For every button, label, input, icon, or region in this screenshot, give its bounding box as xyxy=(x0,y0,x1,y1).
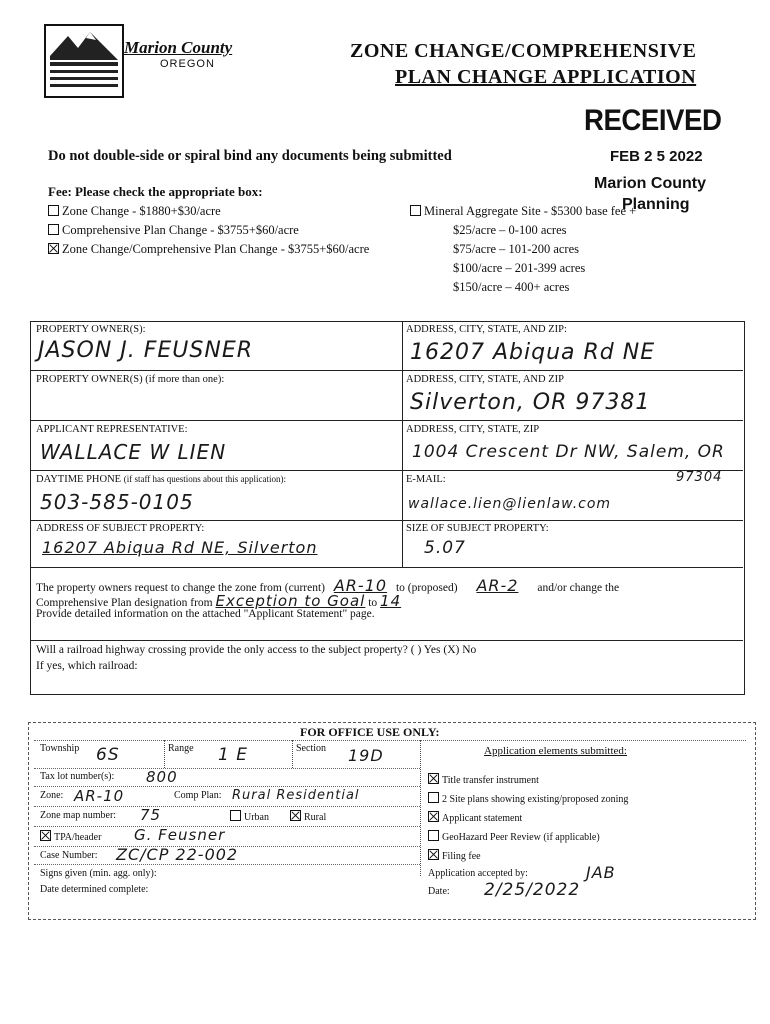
fee-option-zone xyxy=(48,204,221,219)
fee-heading: Fee: Please check the appropriate box: xyxy=(48,184,263,199)
phone-note: (if staff has questions about this application): xyxy=(123,474,287,484)
state-name: OREGON xyxy=(160,58,215,70)
owner-label: PROPERTY OWNER(S): xyxy=(36,324,146,335)
owner2-address-field[interactable]: Silverton, OR 97381 xyxy=(410,390,651,415)
email-field[interactable]: wallace.lien@lienlaw.com xyxy=(408,496,612,512)
taxlot-label: Tax lot number(s): xyxy=(40,771,115,782)
railroad-question: Will a railroad highway crossing provide the only access to the subject property? ( ) Yes (X) No xyxy=(36,644,477,656)
fee-option-comp xyxy=(48,223,299,238)
fee-option-label: Zone Change/Comprehensive Plan Change - $3755+$60/acre xyxy=(62,242,370,256)
element-item[interactable] xyxy=(428,811,522,824)
case-number-field[interactable]: ZC/CP 22-002 xyxy=(116,845,239,864)
mineral-rate: $150/acre – 400+ acres xyxy=(453,280,570,294)
accepted-by-label: Application accepted by: xyxy=(428,868,528,879)
rural-option[interactable] xyxy=(290,810,326,823)
tpa-label-text: TPA/header xyxy=(54,832,102,843)
checkbox-icon xyxy=(48,224,59,235)
checkbox-icon xyxy=(428,830,439,841)
rep-label: APPLICANT REPRESENTATIVE: xyxy=(36,424,188,435)
phone-label xyxy=(36,474,286,485)
fee-option-both xyxy=(48,242,369,257)
taxlot-field[interactable]: 800 xyxy=(146,768,178,786)
subject-address-field[interactable]: 16207 Abiqua Rd NE, Silverton xyxy=(42,538,318,557)
rural-label: Rural xyxy=(304,812,327,823)
checkbox-icon xyxy=(48,205,59,216)
checkbox-icon xyxy=(230,810,241,821)
checked-box-icon xyxy=(40,830,51,841)
zone-current-field[interactable]: AR-10 xyxy=(333,576,388,595)
date-label: Date: xyxy=(428,886,450,897)
railroad-which: If yes, which railroad: xyxy=(36,660,138,672)
checked-box-icon xyxy=(428,849,439,860)
office-use-heading: FOR OFFICE USE ONLY: xyxy=(300,725,440,739)
owner-address-field[interactable]: 16207 Abiqua Rd NE xyxy=(410,340,656,365)
urban-label: Urban xyxy=(244,812,269,823)
section-field[interactable]: 19D xyxy=(348,746,384,765)
stamp-county: Marion County xyxy=(594,175,706,192)
mineral-rate: $100/acre – 201-399 acres xyxy=(453,261,586,275)
zone-label: Zone: xyxy=(40,790,64,801)
phone-field[interactable]: 503-585-0105 xyxy=(40,490,194,514)
date-field[interactable]: 2/25/2022 xyxy=(484,880,581,900)
case-number-label: Case Number: xyxy=(40,850,98,861)
date-complete-label: Date determined complete: xyxy=(40,884,149,895)
mineral-rate: $25/acre – 0-100 acres xyxy=(453,223,567,237)
checked-box-icon xyxy=(48,243,59,254)
county-logo xyxy=(44,24,124,98)
owner-field[interactable]: JASON J. FEUSNER xyxy=(38,338,254,363)
request-text: to (proposed) xyxy=(395,582,458,594)
elements-heading: Application elements submitted: xyxy=(484,745,627,757)
form-title-line2: PLAN CHANGE APPLICATION xyxy=(395,66,697,88)
urban-option[interactable] xyxy=(230,810,269,823)
range-field[interactable]: 1 E xyxy=(218,745,248,765)
form-title-line1: ZONE CHANGE/COMPREHENSIVE xyxy=(350,40,697,62)
received-stamp: RECEIVED xyxy=(584,104,722,137)
request-text: The property owners request to change the zone from (current) xyxy=(36,582,325,594)
mineral-rate: $75/acre – 101-200 acres xyxy=(453,242,579,256)
fee-option-label: Mineral Aggregate Site - $5300 base fee + xyxy=(424,204,637,218)
owner-address-label: ADDRESS, CITY, STATE, AND ZIP: xyxy=(406,324,567,335)
signs-label: Signs given (min. agg. only): xyxy=(40,868,157,879)
section-label: Section xyxy=(296,743,326,754)
county-name: Marion County xyxy=(124,38,233,57)
comp-plan-label: Comp Plan: xyxy=(174,790,222,801)
rep-field[interactable]: WALLACE W LIEN xyxy=(40,440,227,464)
checked-box-icon xyxy=(428,811,439,822)
tpa-label xyxy=(40,830,101,843)
checkbox-icon xyxy=(410,205,421,216)
phone-label-text: DAYTIME PHONE xyxy=(36,474,122,485)
rep-zip[interactable]: 97304 xyxy=(676,470,723,485)
request-text: to xyxy=(368,597,378,609)
fee-option-label: Zone Change - $1880+$30/acre xyxy=(62,204,221,218)
element-label: Filing fee xyxy=(442,851,481,862)
zone-proposed-field[interactable]: AR-2 xyxy=(476,576,519,595)
plan-to-field[interactable]: 14 xyxy=(380,592,402,610)
request-text: Comprehensive Plan designation from xyxy=(36,597,213,609)
size-field[interactable]: 5.07 xyxy=(424,538,466,558)
zonemap-field[interactable]: 75 xyxy=(140,806,162,824)
subject-address-label: ADDRESS OF SUBJECT PROPERTY: xyxy=(36,523,205,534)
checked-box-icon xyxy=(428,773,439,784)
accepted-by-field[interactable]: JAB xyxy=(586,863,616,882)
received-date: FEB 2 5 2022 xyxy=(610,148,703,165)
zonemap-label: Zone map number: xyxy=(40,810,117,821)
rep-address-field[interactable]: 1004 Crescent Dr NW, Salem, OR xyxy=(412,442,725,462)
owner2-label: PROPERTY OWNER(S) (if more than one): xyxy=(36,374,225,385)
element-label: Title transfer instrument xyxy=(442,775,539,786)
statement-instruction: Provide detailed information on the attached "Applicant Statement" page. xyxy=(36,608,375,620)
element-label: GeoHazard Peer Review (if applicable) xyxy=(442,832,600,843)
element-item[interactable] xyxy=(428,849,481,862)
fee-option-label: Comprehensive Plan Change - $3755+$60/acre xyxy=(62,223,299,237)
plan-from-field[interactable]: Exception to Goal xyxy=(215,592,366,610)
comp-plan-field[interactable]: Rural Residential xyxy=(232,788,360,803)
rep-address-label: ADDRESS, CITY, STATE, ZIP xyxy=(406,424,540,435)
zone-field[interactable]: AR-10 xyxy=(74,787,125,805)
owner2-address-label: ADDRESS, CITY, STATE, AND ZIP xyxy=(406,374,564,385)
size-label: SIZE OF SUBJECT PROPERTY: xyxy=(406,523,549,534)
email-label: E-MAIL: xyxy=(406,474,446,485)
element-item[interactable] xyxy=(428,792,628,805)
township-label: Township xyxy=(40,743,80,754)
range-label: Range xyxy=(168,743,194,754)
checked-box-icon xyxy=(290,810,301,821)
request-text: and/or change the xyxy=(537,582,620,594)
element-label: Applicant statement xyxy=(442,813,523,824)
stamp-dept: Planning xyxy=(622,196,690,213)
fee-option-mineral xyxy=(410,204,636,219)
tpa-field[interactable]: G. Feusner xyxy=(134,826,226,844)
township-field[interactable]: 6S xyxy=(96,745,120,765)
binding-notice: Do not double-side or spiral bind any documents being submitted xyxy=(48,148,452,164)
element-label: 2 Site plans showing existing/proposed zoning xyxy=(442,794,629,805)
element-item[interactable] xyxy=(428,830,600,843)
checkbox-icon xyxy=(428,792,439,803)
mountain-logo-icon xyxy=(46,26,122,96)
element-item[interactable] xyxy=(428,773,539,786)
